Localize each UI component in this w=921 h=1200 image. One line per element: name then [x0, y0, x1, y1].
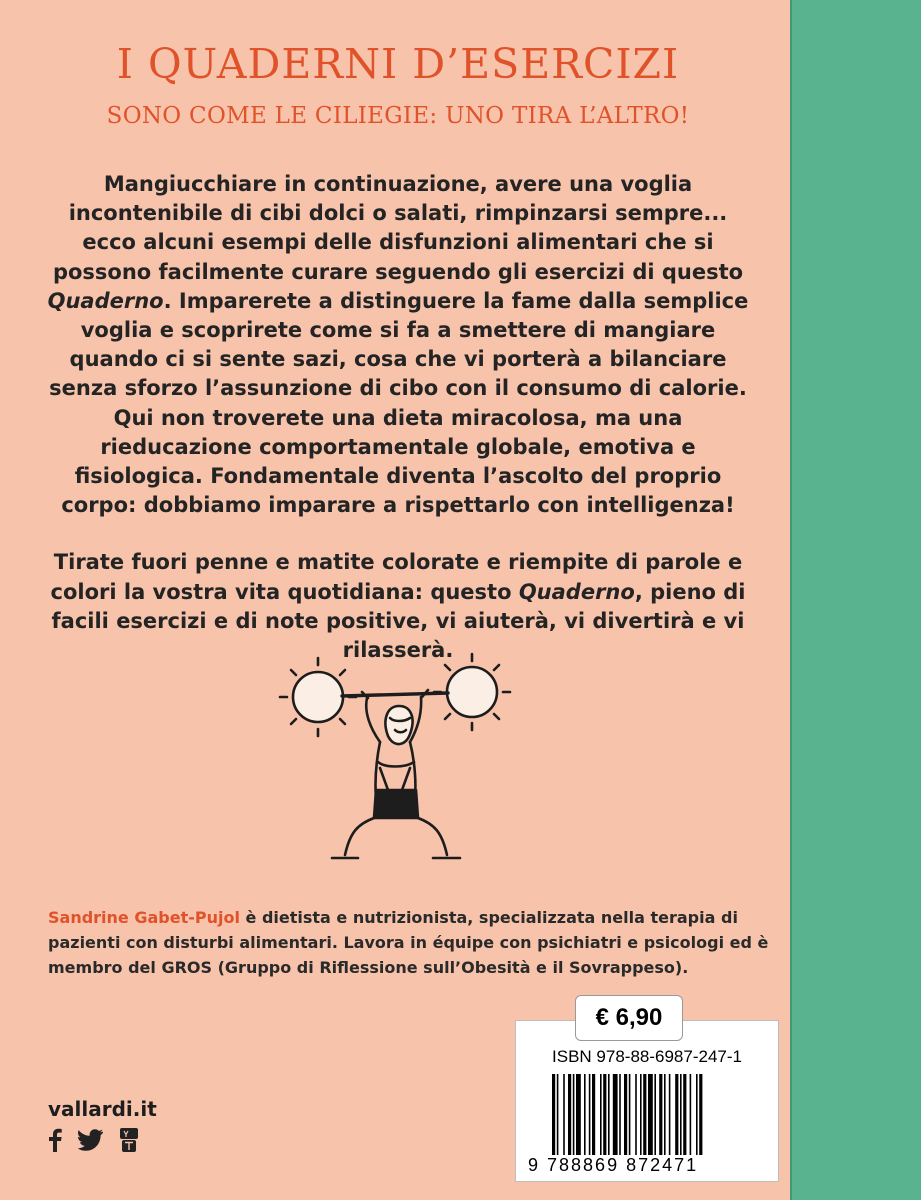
barcode-bar: [690, 1074, 692, 1164]
barcode-bar: [659, 1074, 662, 1164]
barcode-bar: [624, 1074, 627, 1164]
barcode-bar: [696, 1074, 698, 1164]
barcode-bar: [699, 1074, 702, 1164]
barcode-bar: [576, 1074, 581, 1164]
facebook-icon[interactable]: [48, 1128, 62, 1152]
barcode-bar: [629, 1074, 631, 1164]
barcode-bar: [600, 1074, 602, 1164]
social-links: [48, 1128, 138, 1152]
barcode-bar: [635, 1074, 637, 1164]
author-bio-text: è dietista e nutrizionista, specializzata nella terapia di pazienti con disturbi alimentari. Lavora in équipe con psichiatri e psicologi ed è membro del GROS (Gruppo di Riflessione sull’Obesità e il Sovrappeso).: [48, 908, 769, 977]
barcode-sticker: [515, 1020, 779, 1182]
barcode-bar: [603, 1074, 606, 1164]
weightlifter-illustration: [270, 650, 530, 880]
subtitle: SONO COME LE CILIEGIE: UNO TIRA L’ALTRO!: [106, 103, 690, 129]
barcode-bar: [563, 1074, 565, 1164]
barcode-bar: [613, 1074, 618, 1164]
youtube-icon[interactable]: [120, 1128, 138, 1152]
barcode-bar: [573, 1074, 575, 1164]
barcode-bar: [643, 1074, 646, 1164]
main-title: I QUADERNI D’ESERCIZI: [116, 40, 680, 88]
author-name: Sandrine Gabet-Pujol: [48, 908, 240, 927]
barcode-bar: [680, 1074, 682, 1164]
barcode-bar: [589, 1074, 591, 1164]
barcode-bar: [592, 1074, 595, 1164]
isbn-text: ISBN 978-88-6987-247-1: [552, 1047, 742, 1066]
barcode-bar: [669, 1074, 671, 1164]
barcode-bar: [675, 1074, 678, 1164]
barcode-bar: [557, 1074, 559, 1164]
price-tag: € 6,90: [575, 995, 683, 1041]
barcode-bar: [683, 1074, 686, 1164]
author-bio: [48, 905, 778, 980]
barcode-bar: [664, 1074, 666, 1164]
barcode-number: 9 788869 872471: [528, 1155, 768, 1176]
barcode-bar: [584, 1074, 586, 1164]
publisher-website[interactable]: vallardi.it: [48, 1097, 157, 1121]
barcode: [552, 1074, 752, 1164]
barcode-bar: [608, 1074, 610, 1164]
barcode-bar: [619, 1074, 621, 1164]
blurb-paragraph-2: Tirate fuori penne e matite colorate e riempite di parole e colori la vostra vita quotidiana: questo Quaderno, pieno di facili esercizi e di note positive, vi aiuterà, vi divertirà e vi rilasserà.: [50, 550, 746, 663]
barcode-bar: [552, 1074, 555, 1164]
barcode-bar: [568, 1074, 571, 1164]
twitter-icon[interactable]: [78, 1128, 104, 1152]
barcode-bar: [648, 1074, 653, 1164]
blurb-paragraph-1: Mangiucchiare in continuazione, avere una voglia incontenibile di cibi dolci o salati, rimpinzarsi sempre... ecco alcuni esempi delle disfunzioni alimentari che si possono facilmente curare seguendo gli esercizi di questo Quaderno. Imparerete a distinguere la fame dalla semplice voglia e scoprirete come si fa a smettere di mangiare quando ci si sente sazi, cosa che vi porterà a bilanciare senza sforzo l’assunzione di cibo con il consumo di calorie. Qui non troverete una dieta miracolosa, ma una rieducazione comportamentale globale, emotiva e fisiologica. Fondamentale diventa l’ascolto del proprio corpo: dobbiamo imparare a rispettarlo con intelligenza!: [47, 172, 749, 518]
barcode-bar: [640, 1074, 642, 1164]
green-spine: [790, 0, 921, 1200]
barcode-bar: [654, 1074, 656, 1164]
back-cover-blurb: [40, 170, 756, 665]
